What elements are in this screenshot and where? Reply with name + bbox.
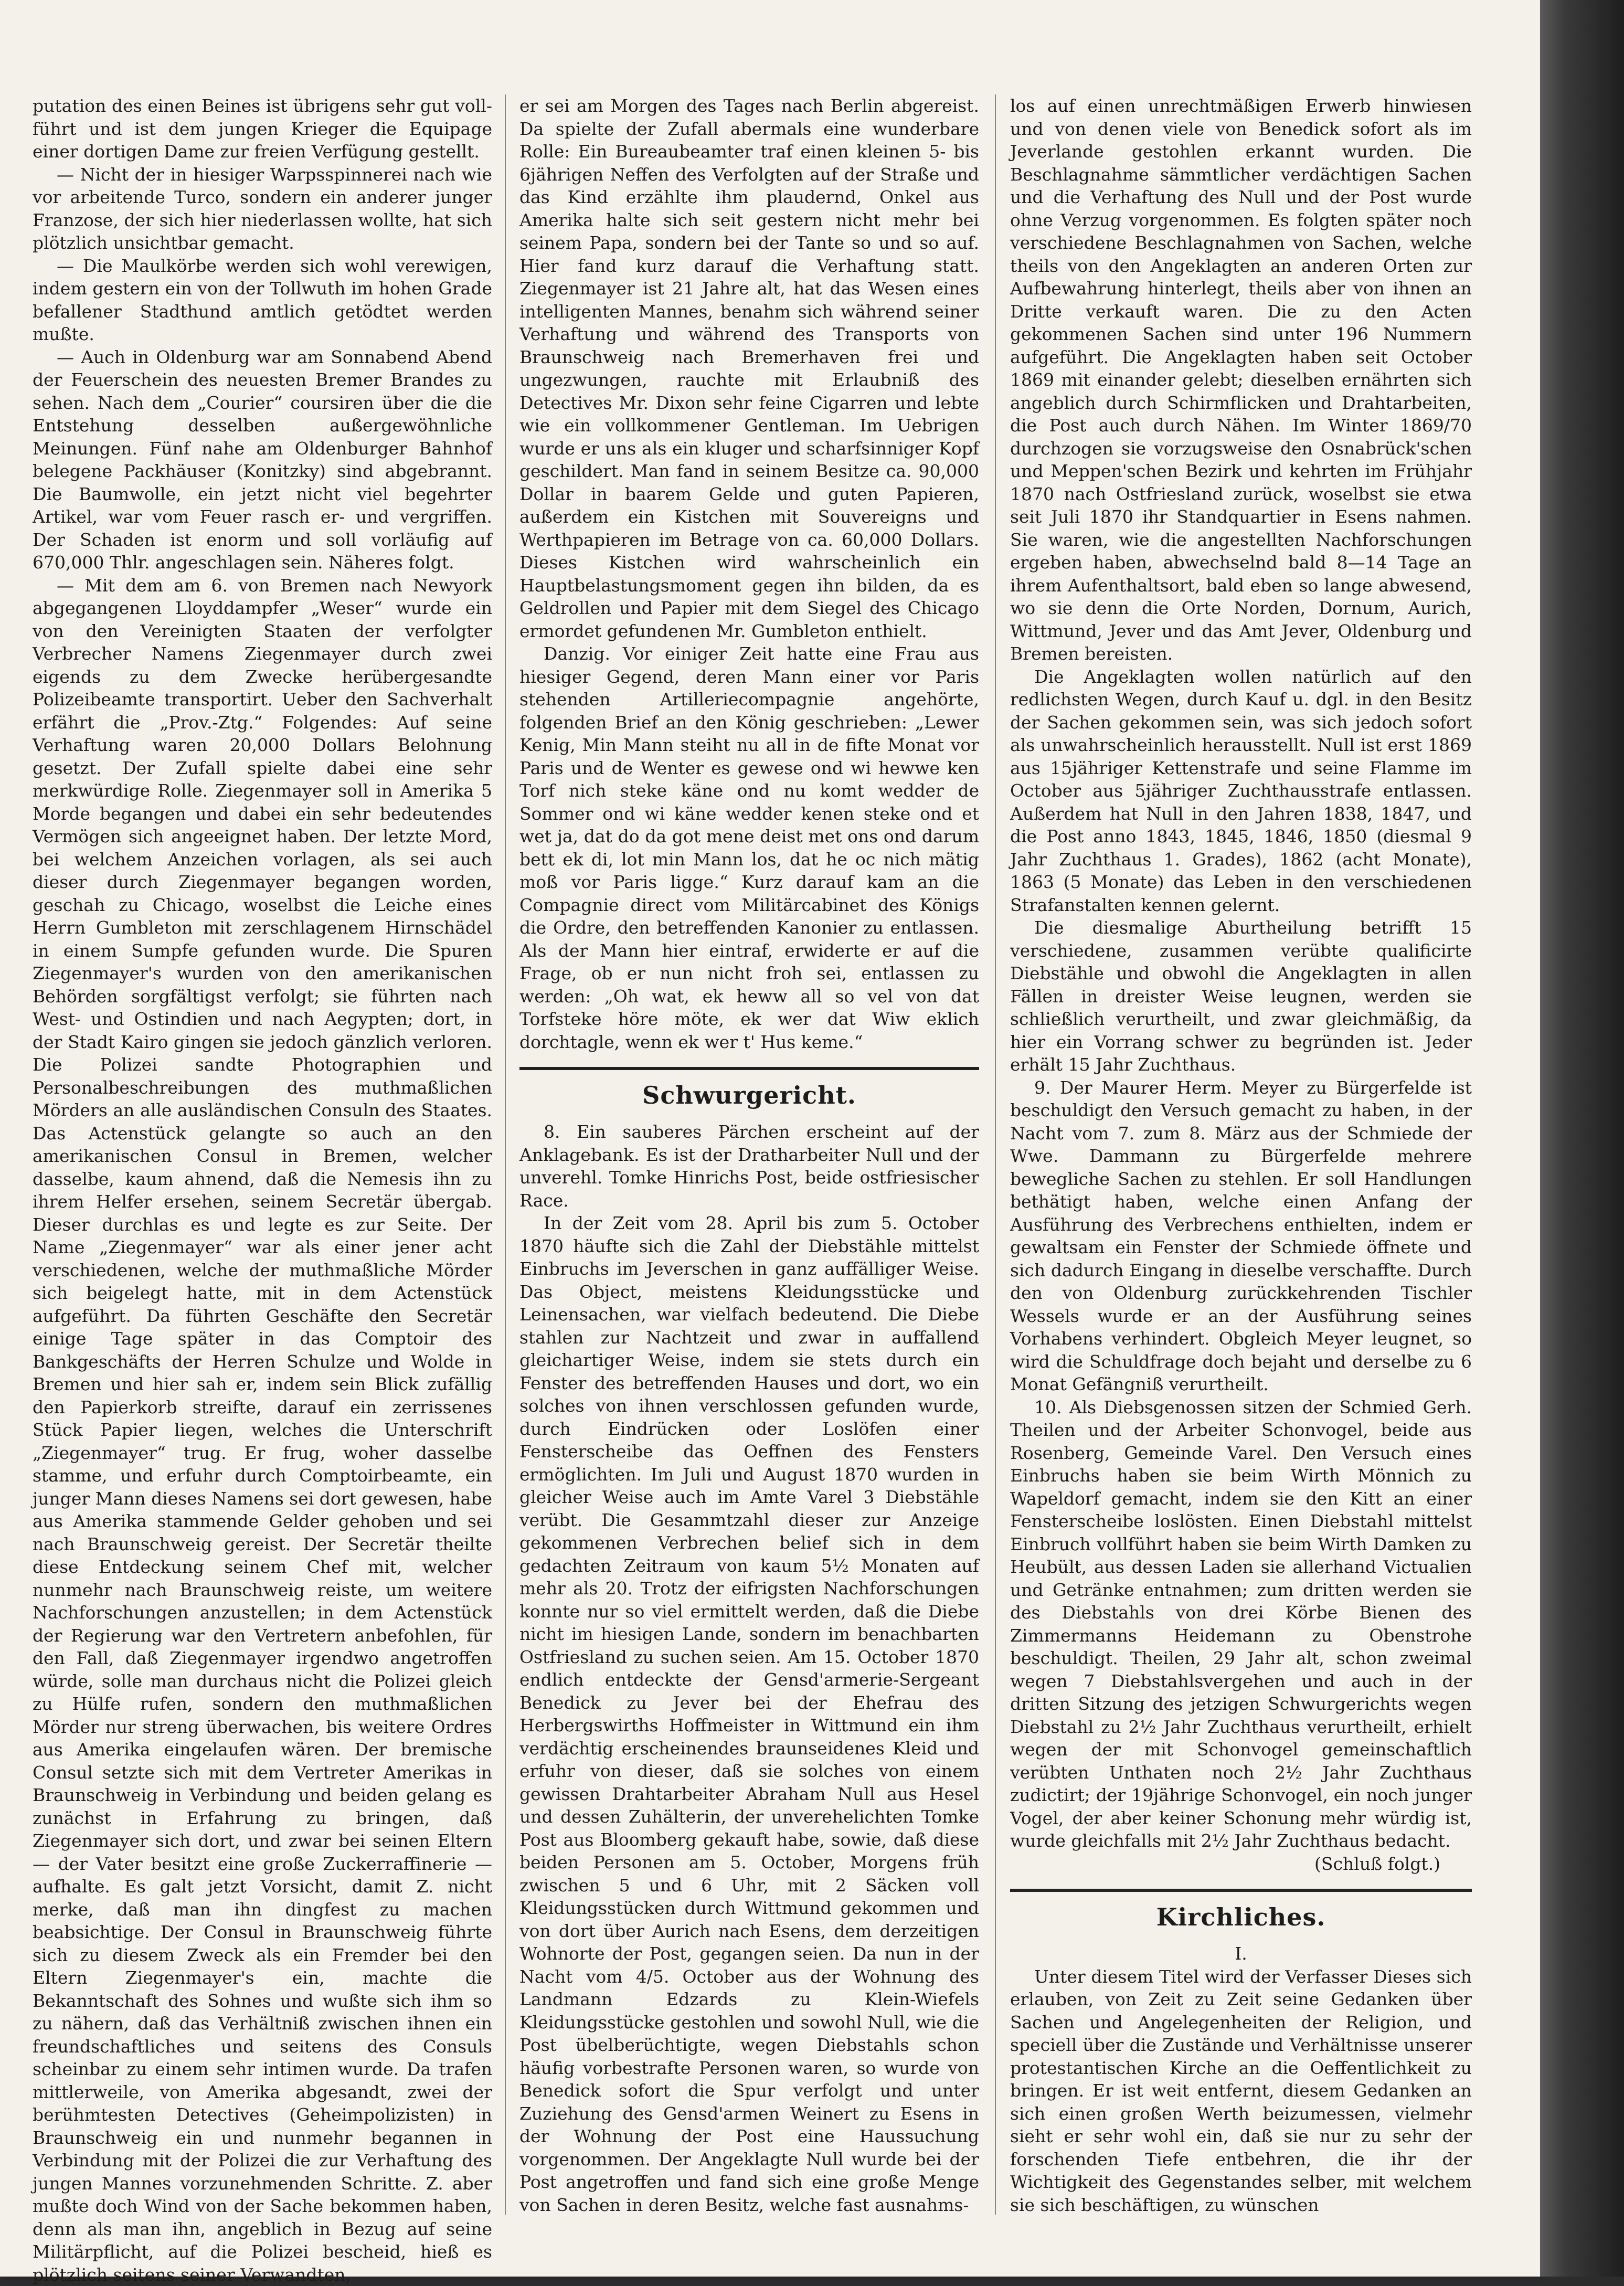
paragraph: Unter diesem Titel wird der Verfasser Dieses sich erlauben, von Zeit zu Zeit seine Gedanken über Sachen und Angelegenheiten der Religion, und speciell über die Zustände und Verhältnisse unserer protestantischen Kirche an die Oeffentlichkeit zu bringen. Er ist weit entfernt, diesem Gedanken an sich einen großen Werth beizumessen, vielmehr sieht er sehr wohl ein, daß sie nur zu sehr der forschenden Tiefe entbehren, die ihr der Wichtigkeit des Gegenstandes selber, mit welchem sie sich beschäftigen, zu wünschen (1010, 1965, 1472, 2217)
middle-court-articles (519, 1120, 979, 2216)
continuation-note: (Schluß folgt.) (1010, 1853, 1472, 1876)
paragraph: — Auch in Oldenburg war am Sonnabend Abend der Feuerschein des neuesten Bremer Brandes zu sehen. Nach dem „Courier“ coursiren über die die Entstehung desselben außergewöhnliche Meinungen. Fünf nahe am Oldenburger Bahnhof belegene Packhäuser (Konitzky) sind abgebrannt. Die Baumwolle, ein jetzt nicht viel begehrter Artikel, war vom Feuer rasch er- und vergriffen. Der Schaden ist enorm und soll vorläufig auf 670,000 Thlr. angeschlagen sein. Näheres folgt. (33, 346, 492, 574)
page-edge-shadow (1540, 0, 1624, 2277)
paragraph: 10. Als Diebsgenossen sitzen der Schmied Gerh. Theilen und der Arbeiter Schonvogel, beide aus Rosenberg, Gemeinde Varel. Den Versuch eines Einbruchs haben sie beim Wirth Mönnich zu Wapeldorf gemacht, indem sie den Kitt an einer Fensterscheibe loslösten. Einen Diebstahl mittelst Einbruch vollführt haben sie beim Wirth Damken zu Heubült, aus dessen Laden sie allerhand Victualien und Getränke entnahmen; zum dritten werden sie des Diebstahls von drei Körbe Bienen des Zimmermanns Heidemann zu Obenstrohe beschuldigt. Theilen, 29 Jahr alt, schon zweimal wegen 7 Diebstahlsvergehen und auch in der dritten Sitzung des jetzigen Schwurgerichts wegen Diebstahl zu 2½ Jahr Zuchthaus verurtheilt, erhielt wegen der mit Schonvogel gemeinschaftlich verübten Unthaten noch 2½ Jahr Zuchthaus zudictirt; der 19jährige Schonvogel, ein noch junger Vogel, der aber keiner Schonung mehr würdig ist, wurde gleichfalls mit 2½ Jahr Zuchthaus bedacht. (1010, 1396, 1472, 1853)
paragraph: Die Angeklagten wollen natürlich auf den redlichsten Wegen, durch Kauf u. dgl. in den Besitz der Sachen gekommen sein, was sich jedoch sofort als unwahrscheinlich herausstellt. Null ist erst 1869 aus 15jähriger Kettenstrafe und seine Flamme im October aus 5jähriger Zuchthausstrafe entlassen. Außerdem hat Null in den Jahren 1838, 1847, und die Post anno 1843, 1845, 1846, 1850 (diesmal 9 Jahr Zuchthaus 1. Grades), 1862 (acht Monate), 1863 (5 Monate) das Leben in den verschiedenen Strafanstalten kennen gelernt. (1010, 665, 1472, 917)
paragraph: In der Zeit vom 28. April bis zum 5. October 1870 häufte sich die Zahl der Diebstähle mittelst Einbruchs im Jeverschen in ganz auffälliger Weise. Das Object, meistens Kleidungsstücke und Leinensachen, war vielfach bedeutend. Die Diebe stahlen zur Nachtzeit und zwar in auffallend gleichartiger Weise, indem sie stets durch ein Fenster des betreffenden Hauses und dort, wo ein solches von ihnen verschlossen gefunden wurde, durch Eindrücken oder Loslöfen einer Fensterscheibe das Oeffnen des Fensters ermöglichten. Im Juli und August 1870 wurden in gleicher Weise auch im Amte Varel 3 Diebstähle verübt. Die Gesammtzahl dieser zur Anzeige gekommenen Verbrechen belief sich in dem gedachten Zeitraum von kaum 5½ Monaten auf mehr als 20. Trotz der eifrigsten Nachforschungen konnte nur so viel ermittelt werden, daß die Diebe nicht im hiesigen Lande, sondern im benachbarten Ostfriesland zu suchen seien. Am 15. October 1870 endlich entdeckte der Gensd'armerie-Sergeant Benedick zu Jever bei der Ehefrau des Herbergswirths Hoffmeister in Wittmund ein ihm verdächtig erscheinendes braunseidenes Kleid und erfuhr von dieser, daß sie solches von einem gewissen Drahtarbeiter Abraham Null aus Hesel und dessen Zuhälterin, der unverehelichten Tomke Post aus Bloomberg gekauft habe, sowie, daß diese beiden Personen am 5. October, Morgens früh zwischen 5 und 6 Uhr, mit 2 Säcken voll Kleidungsstücken durch Wittmund gekommen und von dort über Aurich nach Esens, dem derzeitigen Wohnorte der Post, gegangen seien. Da nun in der Nacht vom 4/5. October aus der Wohnung des Landmann Edzards zu Klein-Wiefels Kleidungsstücke gestohlen und sowohl Null, wie die Post übelberüchtigte, wegen Diebstahls schon häufig vorbestrafte Personen waren, so wurde von Benedick sofort die Spur verfolgt und unter Zuziehung des Gensd'armen Weinert zu Esens in der Wohnung der Post eine Haussuchung vorgenommen. Der Angeklagte Null wurde bei der Post angetroffen und fand sich eine große Menge von Sachen in deren Besitz, welche fast ausnahms- (519, 1212, 979, 2216)
right-court-articles (1010, 94, 1472, 1853)
paragraph: Die diesmalige Aburtheilung betrifft 15 verschiedene, zusammen verübte qualificirte Diebstähle und obwohl die Angeklagten in allen Fällen in dreister Weise leugnen, werden sie schließlich verurtheilt, und zwar gleichmäßig, da hier ein Vorrang schwer zu begründen ist. Jeder erhält 15 Jahr Zuchthaus. (1010, 916, 1472, 1076)
paragraph: — Nicht der in hiesiger Warpsspinnerei nach wie vor arbeitende Turco, sondern ein anderer junger Franzose, der sich hier niederlassen wollte, hat sich plötzlich unsichtbar gemacht. (33, 163, 492, 255)
middle-top-articles (519, 94, 979, 1053)
column-divider (505, 94, 506, 2215)
column-right (1010, 94, 1472, 2216)
paragraph: putation des einen Beines ist übrigens sehr gut voll-führt und ist dem jungen Krieger die Equipage einer dortigen Dame zur freien Verfügung gestellt. (33, 94, 492, 163)
paragraph: los auf einen unrechtmäßigen Erwerb hinwiesen und von denen viele von Benedick sofort als im Jeverlande gestohlen erkannt wurden. Die Beschlagnahme sämmtlicher verdächtigen Sachen und die Verhaftung des Null und der Post wurde ohne Verzug vorgenommen. Es folgten später noch verschiedene Beschlagnahmen von Sachen, welche theils von den Angeklagten an anderen Orten zur Aufbewahrung hinterlegt, theils aber von ihnen an Dritte verkauft waren. Die zu den Acten gekommenen Sachen sind unter 196 Nummern aufgeführt. Die Angeklagten haben seit October 1869 mit einander gelebt; dieselben ernährten sich angeblich durch Schirmflicken und Drahtarbeiten, die Post auch durch Nähen. Im Winter 1869/70 durchzogen sie vorzugsweise den Osnabrück'schen und Meppen'schen Bezirk und kehrten im Frühjahr 1870 nach Ostfriesland zurück, woselbst sie etwa seit Juli 1870 ihr Standquartier in Esens nahmen. Sie waren, wie die angestellten Nachforschungen ergeben haben, abwechselnd bald 8—14 Tage an ihrem Aufenthaltsort, bald eben so lange abwesend, wo sie denn die Orte Norden, Dornum, Aurich, Wittmund, Jever und das Amt Jever, Oldenburg und Bremen bereisten. (1010, 94, 1472, 665)
section-heading-schwurgericht: Schwurgericht. (519, 1080, 979, 1111)
column-left (33, 94, 492, 2286)
paragraph: 8. Ein sauberes Pärchen erscheint auf der Anklagebank. Es ist der Dratharbeiter Null und der unverehl. Tomke Hinrichs Post, beide ostfriesischer Race. (519, 1120, 979, 1212)
column-divider (995, 94, 996, 2215)
section-number: I. (1010, 1942, 1472, 1965)
paragraph: — Die Maulkörbe werden sich wohl verewigen, indem gestern ein von der Tollwuth im hohen Grade befallener Stadthund amtlich getödtet werden mußte. (33, 255, 492, 346)
paragraph: 9. Der Maurer Herm. Meyer zu Bürgerfelde ist beschuldigt den Versuch gemacht zu haben, in der Nacht vom 7. zum 8. März aus der Schmiede der Wwe. Dammann zu Bürgerfelde mehrere bewegliche Sachen zu stehlen. Er soll Handlungen bethätigt haben, welche einen Anfang der Ausführung des Verbrechens enthielten, indem er gewaltsam ein Fenster der Schmiede öffnete und sich dadurch Eingang in dieselbe verschaffte. Durch den von Oldenburg zurückkehrenden Tischler Wessels wurde er an der Ausführung seines Vorhabens verhindert. Obgleich Meyer leugnet, so wird die Schuldfrage doch bejaht und derselbe zu 6 Monat Gefängniß verurtheilt. (1010, 1076, 1472, 1396)
paragraph: er sei am Morgen des Tages nach Berlin abgereist. Da spielte der Zufall abermals eine wunderbare Rolle: Ein Bureaubeamter traf einen kleinen 5- bis 6jährigen Neffen des Verfolgten auf der Straße und das Kind erzählte ihm plaudernd, Onkel aus Amerika halte sich seit gestern nicht mehr bei seinem Papa, sondern bei der Tante so und so auf. Hier fand kurz darauf die Verhaftung statt. Ziegenmayer ist 21 Jahre alt, hat das Wesen eines intelligenten Mannes, benahm sich während seiner Verhaftung und während des Transports von Braunschweig nach Bremerhaven frei und ungezwungen, rauchte mit Erlaubniß des Detectives Mr. Dixon sehr feine Cigarren und lebte wie ein vollkommener Gentleman. Im Uebrigen wurde er uns als ein kluger und scharfsinniger Kopf geschildert. Man fand in seinem Besitze ca. 90,000 Dollar in baarem Gelde und guten Papieren, außerdem ein Kistchen mit Souvereigns und Werthpapieren im Betrage von ca. 60,000 Dollars. Dieses Kistchen wird wahrscheinlich ein Hauptbelastungsmoment gegen ihn bilden, da es Geldrollen und Papier mit dem Siegel des Chicago ermordet gefundenen Mr. Gumbleton enthielt. (519, 94, 979, 642)
section-rule (519, 1067, 979, 1070)
section-heading-kirchliches: Kirchliches. (1010, 1901, 1472, 1933)
paragraph: Danzig. Vor einiger Zeit hatte eine Frau aus hiesiger Gegend, deren Mann einer vor Paris stehenden Artilleriecompagnie angehörte, folgenden Brief an den König geschrieben: „Lewer Kenig, Min Mann steiht nu all in de fifte Monat vor Paris und de Wenter es gewese ond wi hewwe ken Torf nich steke käne ond nu komt wedder de Sommer ond wi käne wedder kenen steke ond et wet ja, dat do da got mene deist met ons ond darum bett ek di, lot min Mann los, dat he oc nich mätig moß vor Paris ligge.“ Kurz darauf kam an die Compagnie direct vom Militärcabinet des Königs die Ordre, den betreffenden Kanonier zu entlassen. Als der Mann hier eintraf, erwiderte er auf die Frage, ob er nun nicht froh sei, entlassen zu werden: „Oh wat, ek heww all so vel von dat Torfsteke höre möte, ek wer dat Wiw eklich dorchtagle, wenn ek wer t' Hus keme.“ (519, 642, 979, 1053)
section-rule (1010, 1889, 1472, 1892)
paragraph: — Mit dem am 6. von Bremen nach Newyork abgegangenen Lloyddampfer „Weser“ wurde ein von den Vereinigten Staaten der verfolgter Verbrecher Namens Ziegenmayer durch zwei eigends zu dem Zwecke herübergesandte Polizeibeamte transportirt. Ueber den Sachverhalt erfährt die „Prov.-Ztg.“ Folgendes: Auf seine Verhaftung waren 20,000 Dollars Belohnung gesetzt. Der Zufall spielte dabei eine sehr merkwürdige Rolle. Ziegenmayer soll in Amerika 5 Morde begangen und dabei ein sehr bedeutendes Vermögen sich angeeignet haben. Der letzte Mord, bei welchem Anzeichen vorlagen, als sei auch dieser durch Ziegenmayer begangen worden, geschah zu Chicago, woselbst die Leiche eines Herrn Gumbleton mit zerschlagenem Hirnschädel in einem Sumpfe gefunden wurde. Die Spuren Ziegenmayer's wurden von den amerikanischen Behörden sorgfältigst verfolgt; sie führten nach West- und Ostindien und nach Aegypten; dort, in der Stadt Kairo gingen sie jedoch gänzlich verloren. Die Polizei sandte Photographien und Personalbeschreibungen des muthmaßlichen Mörders an alle ausländischen Consuln des Staates. Das Actenstück gelangte so auch an den amerikanischen Consul in Bremen, welcher dasselbe, kaum ahnend, daß die Nemesis ihn zu ihrem Helfer ersehen, seinem Secretär übergab. Dieser durchlas es und legte es zur Seite. Der Name „Ziegenmayer“ war als einer jener acht verschiedenen, welche der muthmaßliche Mörder sich beigelegt hatte, mit in dem Actenstück aufgeführt. Da führten Geschäfte den Secretär einige Tage später in das Comptoir des Bankgeschäfts der Herren Schulze und Wolde in Bremen und hier sah er, indem sein Blick zufällig den Papierkorb streifte, darauf ein zerrissenes Stück Papier liegen, welches die Unterschrift „Ziegenmayer“ trug. Er frug, woher dasselbe stamme, und erfuhr durch Comptoirbeamte, ein junger Mann dieses Namens sei dort gewesen, habe aus Amerika stammende Gelder gehoben und sei nach Braunschweig gereist. Der Secretär theilte diese Entdeckung seinem Chef mit, welcher nunmehr nach Braunschweig reiste, um weitere Nachforschungen anzustellen; in dem Actenstück der Regierung war den Vertretern anbefohlen, für den Fall, daß Ziegenmayer irgendwo angetroffen würde, solle man durchaus nicht die Polizei gleich zu Hülfe rufen, sondern den muthmaßlichen Mörder nur streng überwachen, bis weitere Ordres aus Amerika eingelaufen wären. Der bremische Consul setzte sich mit dem Vertreter Amerikas in Braunschweig in Verbindung und beiden gelang es zunächst in Erfahrung zu bringen, daß Ziegenmayer sich dort, und zwar bei seinen Eltern — der Vater besitzt eine große Zuckerraffinerie — aufhalte. Es galt jetzt Vorsicht, damit Z. nicht merke, daß man ihn dingfest zu machen beabsichtige. Der Consul in Braunschweig führte sich zu diesem Zweck als ein Fremder bei den Eltern Ziegenmayer's ein, machte die Bekanntschaft des Sohnes und wußte sich ihm so zu nähern, daß das Verhältniß zwischen ihnen ein freundschaftliches und seitens des Consuls scheinbar zu einem sehr intimen wurde. Da trafen mittlerweile, von Amerika abgesandt, zwei der berühmtesten Detectives (Geheimpolizisten) in Braunschweig ein und nunmehr begannen in Verbindung mit der Polizei die zur Verhaftung des jungen Mannes vorzunehmenden Schritte. Z. aber mußte doch Wind von der Sache bekommen haben, denn als man ihn, angeblich in Bezug auf seine Militärpflicht, auf die Polizei bescheid, hieß es plötzlich seitens seiner Verwandten, (33, 574, 492, 2286)
column-middle (519, 94, 979, 2216)
right-church-articles (1010, 1965, 1472, 2217)
